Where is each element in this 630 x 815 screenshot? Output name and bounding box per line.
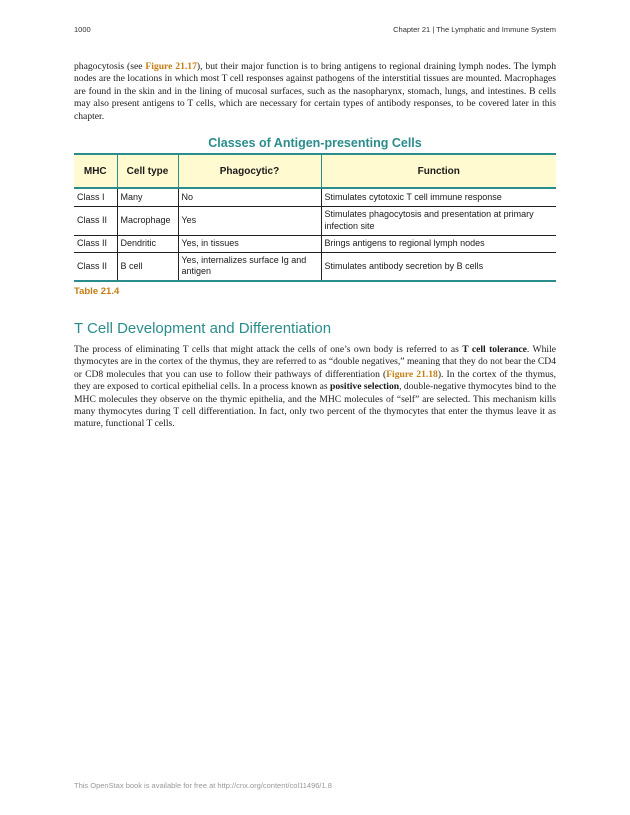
cell-phagocytic: Yes [178, 206, 321, 235]
table-title: Classes of Antigen-presenting Cells [208, 136, 422, 150]
table-row [74, 188, 556, 206]
cell-phagocytic: Yes, internalizes surface Ig and antigen [178, 252, 321, 281]
intro-paragraph [74, 61, 556, 123]
cell-mhc: Class I [74, 188, 117, 206]
table-row [74, 252, 556, 281]
section-text-2: . While thymocytes are in the cortex of the thymus, they are referred to as “double negatives,” meaning that they do not bear the CD4 or CD8 molecules that you can use to follow their pathways of differentiation ( [74, 344, 556, 380]
section-text-4: , double-negative thymocytes bind to the MHC molecules they observe on the thymic epithelia, and the MHC molecules of “self” are selected. This mechanism kills many thymocytes during T cell differentiation. In fact, only two percent of the thymocytes that enter the thymus leave it as mature, functional T cells. [74, 381, 556, 430]
cell-mhc: Class II [74, 252, 117, 281]
cell-phagocytic: Yes, in tissues [178, 235, 321, 252]
table-row [74, 235, 556, 252]
header-mhc: MHC [74, 154, 117, 188]
cell-cell-type: Many [117, 188, 178, 206]
section-heading: T Cell Development and Differentiation [74, 320, 332, 337]
intro-text-1: phagocytosis (see [74, 61, 146, 72]
term-positive-selection: positive selection [330, 381, 400, 393]
cell-function: Stimulates cytotoxic T cell immune response [321, 188, 556, 206]
cell-function: Stimulates phagocytosis and presentation at primary infection site [321, 206, 556, 235]
section-text-1: The process of eliminating T cells that might attack the cells of one’s own body is referred to as [74, 344, 463, 355]
figure-21-17-link[interactable]: Figure 21.17 [145, 61, 197, 72]
header-phagocytic: Phagocytic? [178, 154, 321, 188]
table-label: Table 21.4 [74, 286, 120, 297]
page-number: 1000 [74, 25, 91, 34]
cell-cell-type: Dendritic [117, 235, 178, 252]
intro-text-2: ), but their major function is to bring antigens to regional draining lymph nodes. The lymph nodes are the locations in which most T cell responses against pathogens of the interstitial tissues are mounted. Macrophages are found in the skin and in the lining of mucosal surfaces, such as the nasopharynx, stomach, lungs, and intestines. B cells may also present antigens to T cells, which are necessary for certain types of antibody responses, to be covered later in this chapter. [74, 61, 556, 122]
cell-function: Brings antigens to regional lymph nodes [321, 235, 556, 252]
figure-21-18-link[interactable]: Figure 21.18 [386, 368, 438, 380]
chapter-title: Chapter 21 | The Lymphatic and Immune System [393, 25, 556, 34]
header-cell-type: Cell type [117, 154, 178, 188]
section-text-3: ). In the cortex of the thymus, they are exposed to cortical epithelial cells. In a process known as [74, 368, 556, 393]
antigen-presenting-cells-table [74, 153, 556, 282]
cell-cell-type: B cell [117, 252, 178, 281]
cell-mhc: Class II [74, 235, 117, 252]
page-footer: This OpenStax book is available for free at http://cnx.org/content/col11496/1.8 [74, 781, 332, 790]
table-row [74, 206, 556, 235]
header-function: Function [321, 154, 556, 188]
section-paragraph [74, 344, 556, 431]
cell-cell-type: Macrophage [117, 206, 178, 235]
cell-phagocytic: No [178, 188, 321, 206]
cell-mhc: Class II [74, 206, 117, 235]
table-header-row [74, 154, 556, 188]
cell-function: Stimulates antibody secretion by B cells [321, 252, 556, 281]
term-t-cell-tolerance: T cell tolerance [462, 344, 527, 355]
